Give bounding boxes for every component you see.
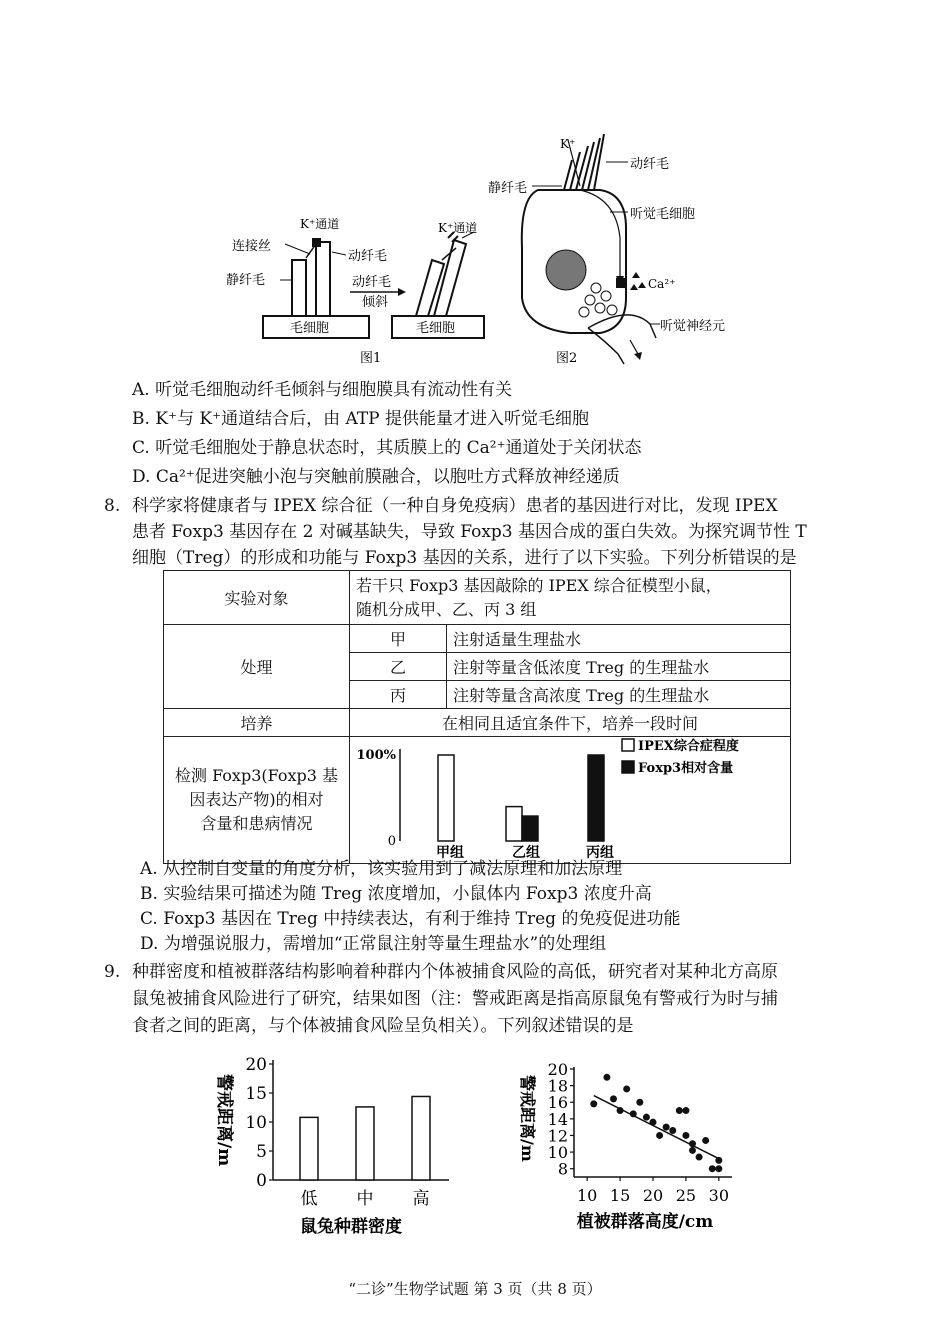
chart3-xlabel: 植被群落高度/cm [576, 1212, 714, 1232]
q8-stem-line3: 细胞（Treg）的形成和功能与 Foxp3 基因的关系，进行了以下实验。下列分析错误的是 [132, 548, 797, 568]
chart1-ytick-top: 100% [356, 748, 396, 763]
chart3-point-15 [689, 1140, 696, 1147]
treatment-jia: 注射适量生理盐水 [447, 625, 791, 653]
q8-option-c: C. Foxp3 基因在 Treg 中持续表达，有利于维持 Treg 的免疫促进功能 [140, 909, 681, 929]
q9-stem-line1: 种群密度和植被群落结构影响着种群内个体被捕食风险的高低，研究者对某种北方高原 [132, 962, 778, 982]
chart3-point-5 [630, 1110, 637, 1117]
row-detect-label: 检测 Foxp3(Foxp3 基 因表达产物)的相对 含量和患病情况 [164, 737, 350, 864]
chart3-xtick-0: 10 [576, 1186, 598, 1205]
chart3-trend-line [594, 1096, 719, 1159]
chart3-point-7 [643, 1114, 650, 1121]
fig2-stereocilia: 静纤毛 [488, 181, 528, 196]
fig2-k-ion: K⁺ [560, 137, 576, 151]
q9-stem-line3: 食者之间的距离，与个体被捕食风险呈负相关）。下列叙述错误的是 [132, 1016, 634, 1036]
chart3-ytick-6: 20 [547, 1060, 568, 1079]
row-culture-label: 培养 [164, 709, 350, 737]
q8-option-b: B. 实验结果可描述为随 Treg 浓度增加，小鼠体内 Foxp3 浓度升高 [140, 884, 652, 904]
q8-option-a: A. 从控制自变量的角度分析，该实验用到了减法原理和加法原理 [140, 859, 623, 879]
q8-stem-line2: 患者 Foxp3 基因存在 2 对碱基缺失，导致 Foxp3 基因合成的蛋白失效。为探究调节性 T [132, 522, 807, 542]
fig1-hair-cell-left: 毛细胞 [290, 321, 330, 336]
chart3-point-6 [636, 1099, 643, 1106]
chart3-ytick-5: 18 [547, 1076, 568, 1096]
chart2-xlabel: 鼠兔种群密度 [300, 1217, 402, 1237]
chart2-ylabel: 警戒距离/m [214, 1074, 234, 1167]
chart3-ytick-3: 14 [547, 1109, 568, 1129]
q7-option-c: C. 听觉毛细胞处于静息状态时，其质膜上的 Ca²⁺通道处于关闭状态 [132, 438, 642, 458]
chart3-point-2 [610, 1095, 617, 1102]
chart3-point-9 [656, 1132, 663, 1139]
row-culture-value: 在相同且适宜条件下，培养一段时间 [350, 709, 791, 737]
chart3-ytick-0: 8 [557, 1159, 568, 1179]
chart1-ytick-bottom: 0 [387, 834, 396, 849]
chart2-ytick-2: 10 [245, 1113, 267, 1133]
q8-number: 8. [104, 496, 121, 516]
chart1-legend-label-0: IPEX综合症程度 [638, 739, 739, 754]
chart3-ytick-4: 16 [547, 1093, 568, 1113]
row-subject-value: 若干只 Foxp3 基因敲除的 IPEX 综合征模型小鼠， 随机分成甲、乙、丙 3 组 [350, 571, 791, 625]
q8-stem-line1: 科学家将健康者与 IPEX 综合征（一种自身免疫病）患者的基因进行对比，发现 IPEX [132, 496, 778, 516]
vegetation-scatter-chart [510, 1055, 750, 1247]
chart2-category-0: 低 [300, 1189, 318, 1209]
chart3-point-12 [676, 1107, 683, 1114]
q7-option-a: A. 听觉毛细胞动纤毛倾斜与细胞膜具有流动性有关 [132, 380, 513, 400]
chart3-point-16 [689, 1147, 696, 1154]
chart2-bar-0 [300, 1117, 318, 1180]
fig1-k-channel-right: K⁺通道 [438, 221, 478, 235]
chart1-category-2: 丙组 [586, 845, 614, 859]
q9-stem-line2: 鼠兔被捕食风险进行了研究，结果如图（注：警戒距离是指高原鼠兔有警戒行为时与捕 [132, 989, 778, 1009]
treatment-yi: 注射等量含低浓度 Treg 的生理盐水 [447, 653, 791, 681]
chart3-point-19 [709, 1165, 716, 1172]
fig2-ca-ion: Ca²⁺ [648, 277, 676, 291]
chart1-bar-1-0 [506, 807, 522, 841]
chart2-ytick-0: 0 [256, 1171, 267, 1191]
page-footer: “二诊”生物学试题 第 3 页（共 8 页） [348, 1280, 602, 1298]
chart3-xtick-4: 30 [708, 1186, 730, 1205]
q8-option-d: D. 为增强说服力，需增加“正常鼠注射等量生理盐水”的处理组 [140, 934, 607, 954]
chart2-category-2: 高 [412, 1189, 430, 1209]
chart3-point-18 [702, 1137, 709, 1144]
chart3-ylabel: 警戒距离/m [518, 1075, 537, 1162]
chart1-category-0: 甲组 [436, 845, 464, 859]
figure-2 [480, 128, 740, 368]
chart2-bar-1 [356, 1107, 374, 1180]
chart1-bar-0-0 [438, 755, 454, 841]
chart3-point-8 [650, 1119, 657, 1126]
chart3-ytick-1: 10 [547, 1143, 568, 1163]
chart3-point-20 [715, 1157, 722, 1164]
fig1-hair-cell-right: 毛细胞 [416, 321, 456, 336]
chart3-point-1 [603, 1074, 610, 1081]
chart1-legend-swatch-1 [622, 761, 634, 773]
group-yi: 乙 [350, 653, 447, 681]
chart3-point-13 [682, 1107, 689, 1114]
figure-1 [220, 210, 490, 370]
fig1-tilt-line2: 倾斜 [362, 295, 389, 310]
chart3-xtick-2: 20 [642, 1186, 664, 1205]
chart3-point-10 [663, 1124, 670, 1131]
fig2-neuron: 听觉神经元 [660, 319, 726, 334]
group-bing: 丙 [350, 681, 447, 709]
experiment-table [163, 570, 791, 864]
chart3-point-21 [715, 1165, 722, 1172]
chart1-category-1: 乙组 [512, 845, 540, 859]
fig1-connecting-filament: 连接丝 [232, 239, 272, 254]
fig2-kinocilium: 动纤毛 [630, 157, 670, 172]
q7-option-b: B. K⁺与 K⁺通道结合后，由 ATP 提供能量才进入听觉毛细胞 [132, 409, 589, 429]
chart1-legend-swatch-0 [622, 739, 634, 751]
row-treatment-label: 处理 [164, 625, 350, 709]
q9-number: 9. [104, 962, 121, 982]
fig1-k-channel-left: K⁺通道 [300, 217, 340, 231]
chart1-bar-1-1 [522, 816, 538, 841]
chart3-point-17 [696, 1154, 703, 1161]
fig2-label: 图2 [556, 351, 578, 366]
chart3-xtick-1: 15 [609, 1186, 631, 1205]
group-jia: 甲 [350, 625, 447, 653]
chart2-bar-2 [412, 1096, 430, 1180]
chart3-xtick-3: 25 [675, 1186, 697, 1205]
fig1-stereocilia: 静纤毛 [226, 273, 266, 288]
chart1-bar-2-1 [588, 755, 604, 841]
chart2-ytick-3: 15 [245, 1084, 267, 1104]
chart3-ytick-2: 12 [547, 1126, 568, 1146]
chart1-legend-label-1: Foxp3相对含量 [638, 761, 734, 776]
chart3-point-14 [682, 1132, 689, 1139]
fig2-hair-cell: 听觉毛细胞 [630, 207, 696, 222]
row-subject-label: 实验对象 [164, 571, 350, 625]
treatment-bing: 注射等量含高浓度 Treg 的生理盐水 [447, 681, 791, 709]
density-bar-chart [205, 1048, 465, 1248]
chart3-point-0 [590, 1100, 597, 1107]
chart2-category-1: 中 [356, 1189, 374, 1209]
chart2-ytick-1: 5 [256, 1142, 267, 1162]
chart3-point-3 [617, 1107, 624, 1114]
chart3-point-4 [623, 1085, 630, 1092]
chart3-point-11 [669, 1127, 676, 1134]
chart2-ytick-4: 20 [245, 1055, 267, 1075]
foxp3-chart [350, 737, 790, 859]
fig1-label: 图1 [360, 351, 382, 366]
fig1-kinocilium: 动纤毛 [348, 249, 388, 264]
fig1-tilt-line1: 动纤毛 [352, 275, 392, 290]
q7-option-d: D. Ca²⁺促进突触小泡与突触前膜融合，以胞吐方式释放神经递质 [132, 467, 620, 487]
